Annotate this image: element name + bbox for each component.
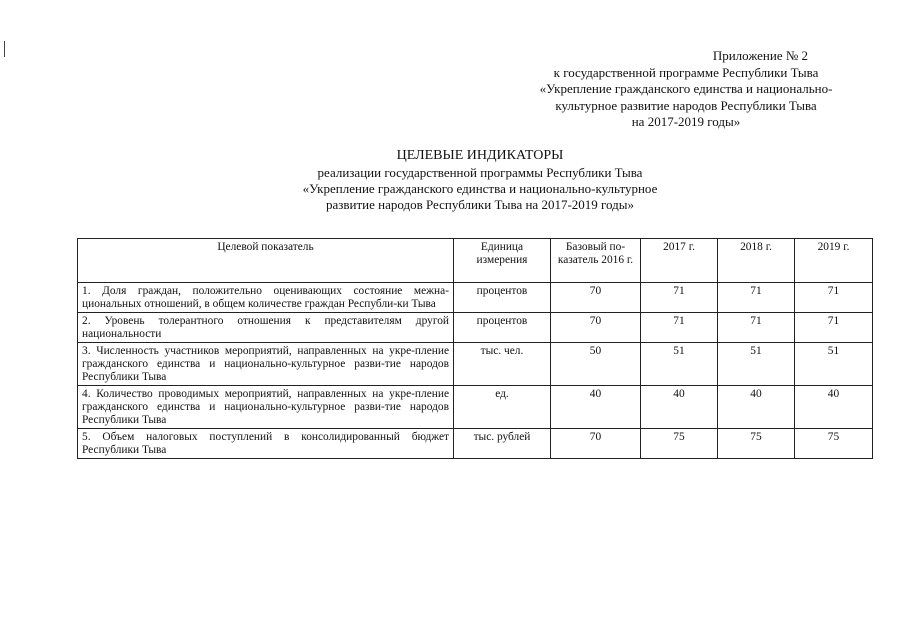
indicator-2019: 71: [795, 283, 873, 313]
table-header-row: [78, 239, 873, 283]
document-subtitle-line: развитие народов Республики Тыва на 2017-2019 годы»: [325, 197, 635, 212]
indicator-2018: 51: [718, 343, 795, 386]
indicator-2017: 75: [641, 429, 718, 459]
scan-edge-mark: [4, 41, 5, 57]
indicator-name: 1. Доля граждан, положительно оценивающих состояние межна-циональных отношений, в общем количестве граждан Республи-ки Тыва: [78, 283, 454, 313]
indicator-2019: 71: [795, 313, 873, 343]
header-year-2017: 2017 г.: [641, 239, 718, 283]
header-year-2019: 2019 г.: [795, 239, 873, 283]
indicator-2018: 40: [718, 386, 795, 429]
document-title-block: [150, 148, 810, 213]
table-row: [78, 283, 873, 313]
table-row: [78, 386, 873, 429]
document-subtitle-line: реализации государственной программы Республики Тыва: [317, 165, 643, 180]
indicator-unit: ед.: [454, 386, 551, 429]
header-indicator: Целевой показатель: [78, 239, 454, 283]
header-base-value: Базовый по-казатель 2016 г.: [551, 239, 641, 283]
indicator-unit: процентов: [454, 313, 551, 343]
indicator-base: 70: [551, 313, 641, 343]
table-row: [78, 313, 873, 343]
indicator-name: 4. Количество проводимых мероприятий, направленных на укре-пление гражданского единства и национально-культурное разви-тие народов Республики Тыва: [78, 386, 454, 429]
indicator-2018: 71: [718, 313, 795, 343]
header-unit: Единица измерения: [454, 239, 551, 283]
document-subtitle-line: «Укрепление гражданского единства и национально-культурное: [302, 181, 658, 196]
indicator-2017: 40: [641, 386, 718, 429]
appendix-header: [500, 48, 872, 131]
indicator-2019: 75: [795, 429, 873, 459]
appendix-line: культурное развитие народов Республики Тыва: [555, 97, 817, 113]
indicator-2017: 71: [641, 313, 718, 343]
header-year-2018: 2018 г.: [718, 239, 795, 283]
table-row: [78, 343, 873, 386]
indicator-2018: 75: [718, 429, 795, 459]
appendix-line: «Укрепление гражданского единства и национально-: [539, 81, 833, 96]
indicator-unit: тыс. рублей: [454, 429, 551, 459]
indicators-table: [77, 238, 873, 459]
document-title: ЦЕЛЕВЫЕ ИНДИКАТОРЫ: [396, 148, 564, 163]
indicator-2017: 71: [641, 283, 718, 313]
appendix-line: на 2017-2019 годы»: [631, 114, 741, 129]
table-row: [78, 429, 873, 459]
indicator-name: 2. Уровень толерантного отношения к представителям другой национальности: [78, 313, 454, 343]
indicator-name: 3. Численность участников мероприятий, направленных на укре-пление гражданского единства и национально-культурное разви-тие народов Республики Тыва: [78, 343, 454, 386]
indicator-base: 70: [551, 283, 641, 313]
indicator-base: 40: [551, 386, 641, 429]
indicator-base: 70: [551, 429, 641, 459]
indicator-base: 50: [551, 343, 641, 386]
indicator-2019: 51: [795, 343, 873, 386]
indicator-unit: тыс. чел.: [454, 343, 551, 386]
appendix-line: к государственной программе Республики Тыва: [553, 64, 819, 80]
indicator-2017: 51: [641, 343, 718, 386]
indicator-name: 5. Объем налоговых поступлений в консолидированный бюджет Республики Тыва: [78, 429, 454, 459]
appendix-number: Приложение № 2: [712, 48, 808, 63]
indicator-2018: 71: [718, 283, 795, 313]
indicator-unit: процентов: [454, 283, 551, 313]
indicator-2019: 40: [795, 386, 873, 429]
